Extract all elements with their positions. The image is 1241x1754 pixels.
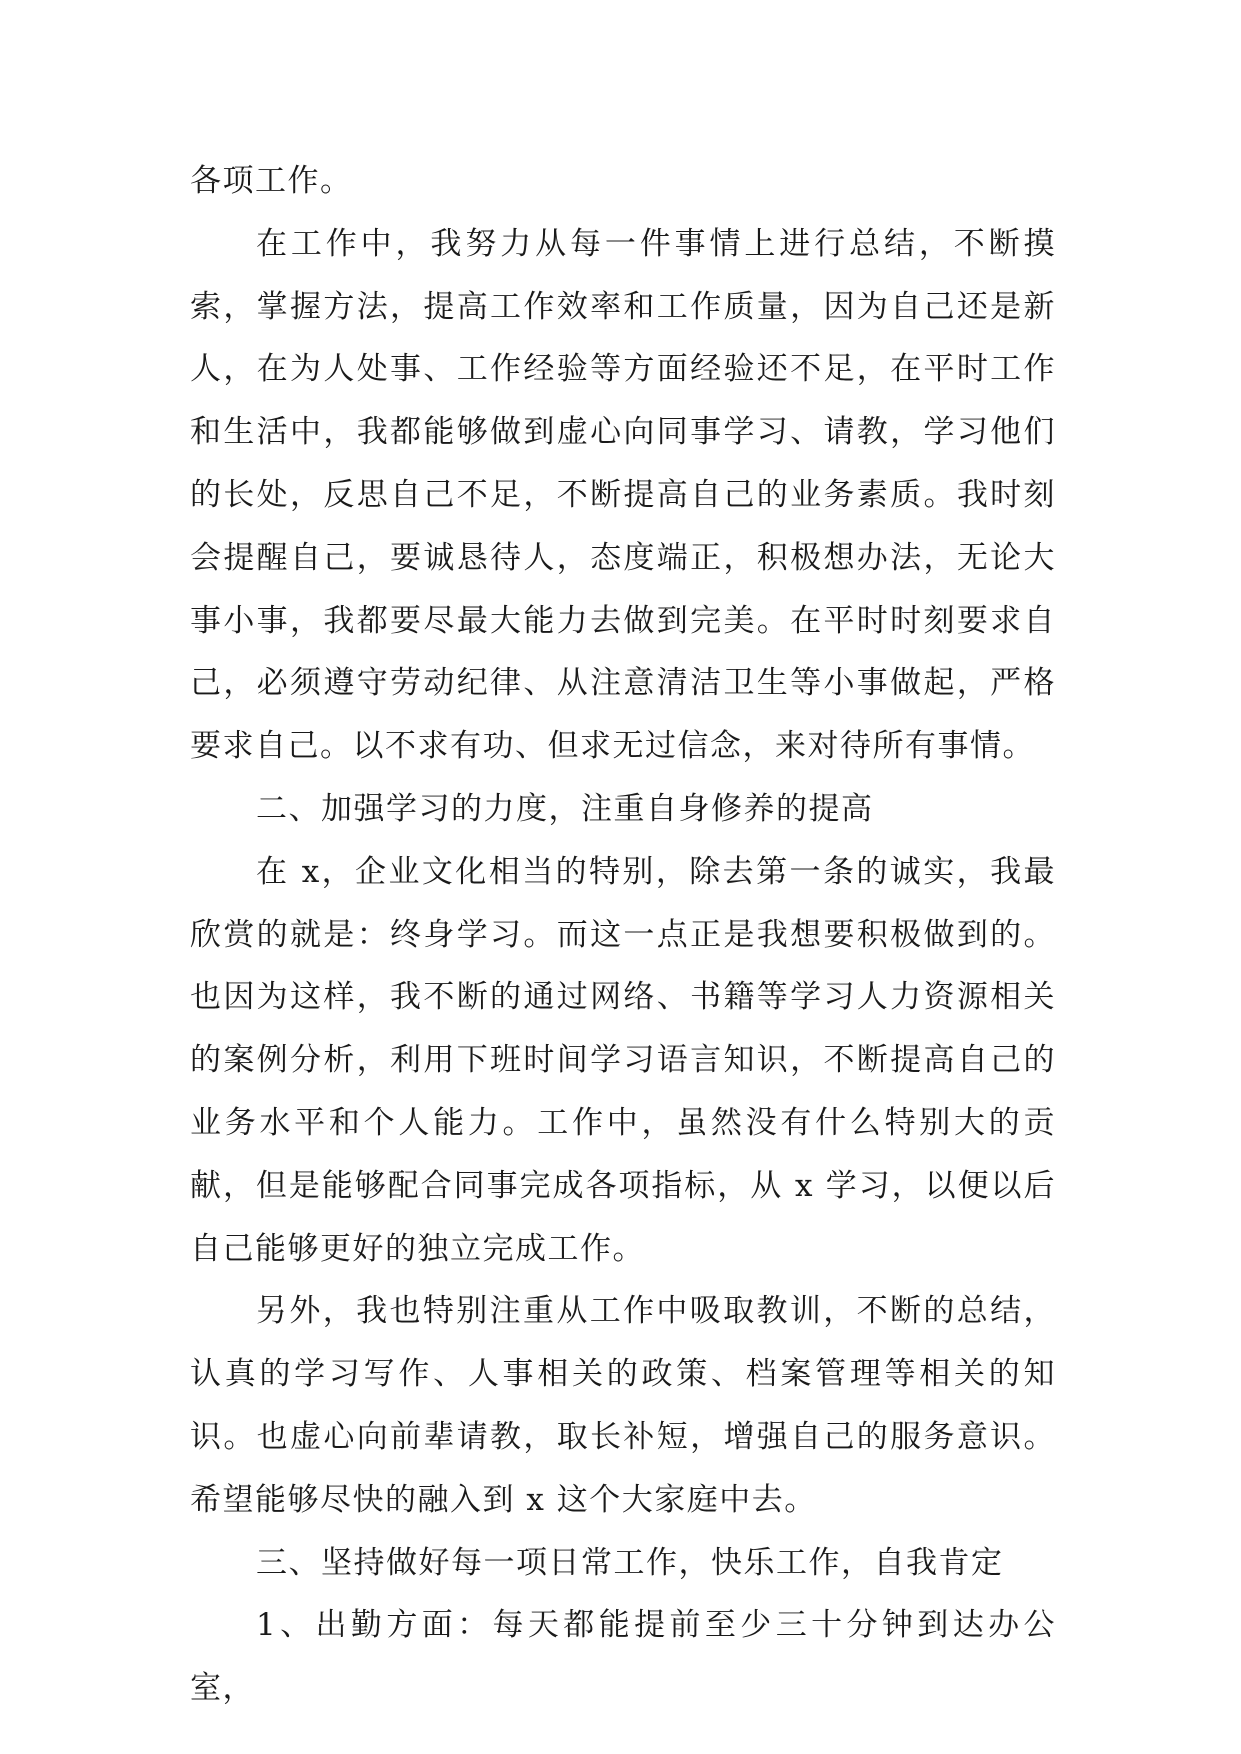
paragraph-attendance: 1、出勤方面：每天都能提前至少三十分钟到达办公室， [190,1607,1056,1707]
paragraph-work-summary: 在工作中，我努力从每一件事情上进行总结，不断摸索，掌握方法，提高工作效率和工作质量，因为自己还是新人，在为人处事、工作经验等方面经验还不足，在平时工作和生活中，我都能够做到虚心向同事学习、请教，学习他们的长处，反思自己不足，不断提高自己的业务素质。我时刻会提醒自己，要诚恳待人，态度端正，积极想办法，无论大事小事，我都要尽最大能力去做到完美。在平时时刻要求自己，必须遵守劳动纪律、从注意清洁卫生等小事做起，严格要求自己。以不求有功、但求无过信念，来对待所有事情。 [190,225,1056,765]
document-body [190,150,1056,1720]
section-heading-3: 三、坚持做好每一项日常工作，快乐工作，自我肯定 [256,1544,1004,1581]
paragraph-learning: 在 x，企业文化相当的特别，除去第一条的诚实，我最欣赏的就是：终身学习。而这一点正是我想要积极做到的。也因为这样，我不断的通过网络、书籍等学习人力资源相关的案例分析，利用下班时间学习语言知识，不断提高自己的业务水平和个人能力。工作中，虽然没有什么特别大的贡献，但是能够配合同事完成各项指标，从 x 学习，以便以后自己能够更好的独立完成工作。 [190,853,1056,1267]
section-heading-2: 二、加强学习的力度，注重自身修养的提高 [256,790,874,827]
paragraph-lessons: 另外，我也特别注重从工作中吸取教训，不断的总结，认真的学习写作、人事相关的政策、档案管理等相关的知识。也虚心向前辈请教，取长补短，增强自己的服务意识。希望能够尽快的融入到 x 这个大家庭中去。 [190,1293,1056,1518]
paragraph-continuation: 各项工作。 [190,163,353,199]
